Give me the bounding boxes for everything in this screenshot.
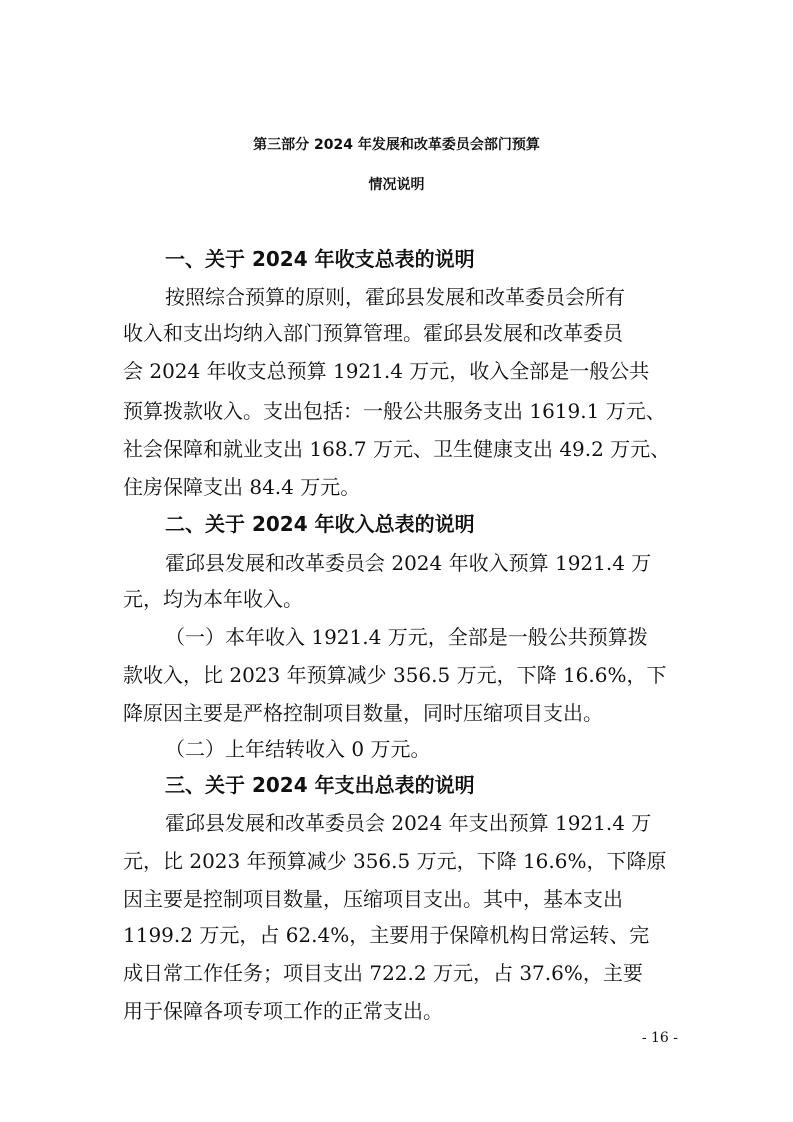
paragraph-line: 按照综合预算的原则，霍邱县发展和改革委员会所有 xyxy=(165,285,625,309)
paragraph-line: （二）上年结转收入 0 万元。 xyxy=(165,737,431,761)
paragraph-line: 降原因主要是严格控制项目数量，同时压缩项目支出。 xyxy=(123,701,603,725)
section-heading-1: 一、关于 2024 年收支总表的说明 xyxy=(165,247,475,271)
paragraph-line: 住房保障支出 84.4 万元。 xyxy=(123,475,361,499)
page-number: - 16 - xyxy=(641,1030,678,1046)
paragraph-line: 霍邱县发展和改革委员会 2024 年收入预算 1921.4 万 xyxy=(165,551,652,575)
paragraph-line: 成日常工作任务；项目支出 722.2 万元，占 37.6%，主要 xyxy=(123,961,643,985)
section-heading-3: 三、关于 2024 年支出总表的说明 xyxy=(165,773,475,797)
paragraph-line: 元，比 2023 年预算减少 356.5 万元，下降 16.6%，下降原 xyxy=(123,849,667,873)
paragraph-line: （一）本年收入 1921.4 万元，全部是一般公共预算拨 xyxy=(165,625,648,649)
page-title-line-2: 情况说明 xyxy=(368,177,425,193)
paragraph-line: 款收入，比 2023 年预算减少 356.5 万元，下降 16.6%，下 xyxy=(123,663,667,687)
paragraph-line: 霍邱县发展和改革委员会 2024 年支出预算 1921.4 万 xyxy=(165,811,652,835)
paragraph-line: 用于保障各项专项工作的正常支出。 xyxy=(123,999,443,1023)
paragraph-line: 收入和支出均纳入部门预算管理。霍邱县发展和改革委员 xyxy=(123,321,623,345)
paragraph-line: 1199.2 万元，占 62.4%，主要用于保障机构日常运转、完 xyxy=(123,923,650,947)
paragraph-line: 社会保障和就业支出 168.7 万元、卫生健康支出 49.2 万元、 xyxy=(123,437,671,461)
paragraph-line: 预算拨款收入。支出包括：一般公共服务支出 1619.1 万元、 xyxy=(123,399,666,423)
paragraph-line: 元，均为本年收入。 xyxy=(123,587,303,611)
page-title-line-1: 第三部分 2024 年发展和改革委员会部门预算 xyxy=(253,137,540,153)
paragraph-line: 会 2024 年收支总预算 1921.4 万元，收入全部是一般公共 xyxy=(123,359,650,383)
section-heading-2: 二、关于 2024 年收入总表的说明 xyxy=(165,512,475,536)
paragraph-line: 因主要是控制项目数量，压缩项目支出。其中，基本支出 xyxy=(123,887,623,911)
